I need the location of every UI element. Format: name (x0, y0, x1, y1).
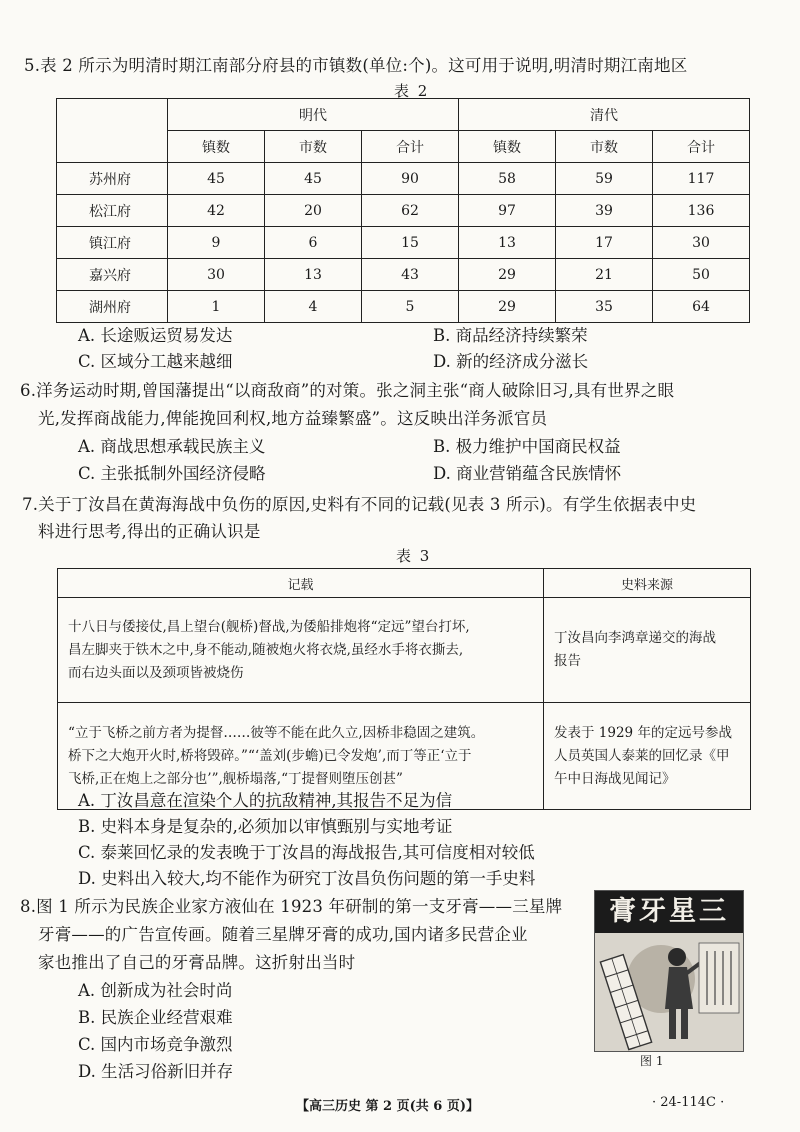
table-row (57, 195, 750, 227)
record-line: “立于飞桥之前方者为提督……彼等不能在此久立,因桥非稳固之建筑。 (68, 724, 485, 741)
q7-table-title: 表 3 (396, 547, 432, 565)
table-3 (57, 568, 751, 810)
q6-option-d[interactable]: D. 商业营销蕴含民族情怀 (433, 464, 622, 483)
table-cell: 43 (362, 259, 459, 291)
source-line: 发表于 1929 年的定远号参战 (554, 724, 732, 741)
toothpaste-ad-image (594, 890, 744, 1052)
table-cell: 42 (168, 195, 265, 227)
table-cell: 13 (265, 259, 362, 291)
table-cell: 9 (168, 227, 265, 259)
table-cell: 4 (265, 291, 362, 323)
table-cell: 97 (459, 195, 556, 227)
q6-stem-line1: 6.洋务运动时期,曾国藩提出“以商敌商”的对策。张之洞主张“商人破除旧习,具有世界之眼 (20, 381, 675, 400)
q8-option-b[interactable]: B. 民族企业经营艰难 (78, 1008, 233, 1027)
source-line: 报告 (554, 653, 581, 669)
record-line: 昌左脚夹于铁木之中,身不能动,随被炮火将衣烧,虽经水手将衣撕去, (68, 641, 464, 658)
table-cell: 50 (653, 259, 750, 291)
record-header: 记载 (58, 569, 544, 598)
table-cell: 20 (265, 195, 362, 227)
table-cell: 6 (265, 227, 362, 259)
table-cell: 45 (168, 163, 265, 195)
table-cell: 29 (459, 291, 556, 323)
ad-illustration (595, 891, 743, 1051)
qing-header: 清代 (459, 99, 750, 131)
q6-stem-line2: 光,发挥商战能力,俾能挽回利权,地方益臻繁盛”。这反映出洋务派官员 (38, 409, 548, 428)
source-cell (544, 703, 751, 810)
table-cell: 35 (556, 291, 653, 323)
table-cell: 5 (362, 291, 459, 323)
row-label: 松江府 (57, 195, 168, 227)
table-cell: 30 (168, 259, 265, 291)
q8-option-c[interactable]: C. 国内市场竞争激烈 (78, 1035, 233, 1054)
table-cell: 13 (459, 227, 556, 259)
q7-option-c[interactable]: C. 泰莱回忆录的发表晚于丁汝昌的海战报告,其可信度相对较低 (78, 843, 535, 862)
record-line: 十八日与倭接仗,昌上望台(舰桥)督战,为倭船排炮将“定远”望台打坏, (68, 618, 470, 635)
record-line: 桥下之大炮开火时,桥将毁碎。”“‘盖刘(步蟾)已令发炮’,而丁等正‘立于 (68, 747, 472, 764)
table-cell: 1 (168, 291, 265, 323)
table-cell: 58 (459, 163, 556, 195)
q6-option-c[interactable]: C. 主张抵制外国经济侵略 (78, 464, 266, 483)
table-cell: 29 (459, 259, 556, 291)
sub-header: 市数 (265, 131, 362, 163)
q8-option-a[interactable]: A. 创新成为社会时尚 (78, 981, 233, 1000)
record-line: 飞桥,正在炮上之部分也’”,舰桥塌落,“丁提督则堕压创甚” (68, 770, 403, 787)
source-line: 丁汝昌向李鸿章递交的海战 (554, 630, 716, 646)
row-label: 苏州府 (57, 163, 168, 195)
q8-stem-line1: 8.图 1 所示为民族企业家方液仙在 1923 年研制的第一支牙膏——三星牌 (20, 897, 563, 916)
table-row (57, 227, 750, 259)
sub-header: 市数 (556, 131, 653, 163)
q7-option-b[interactable]: B. 史料本身是复杂的,必须加以审慎甄别与实地考证 (78, 817, 453, 836)
table-row (57, 163, 750, 195)
q5-table-title: 表 2 (394, 82, 430, 100)
sub-header: 合计 (653, 131, 750, 163)
source-cell (544, 598, 751, 703)
source-line: 人员英国人泰莱的回忆录《甲 (554, 747, 730, 764)
ad-title: 膏牙星三 (595, 891, 743, 933)
table-2-corner (57, 99, 168, 163)
table-cell: 30 (653, 227, 750, 259)
q6-option-b[interactable]: B. 极力维护中国商民权益 (433, 437, 621, 456)
q5-option-b[interactable]: B. 商品经济持续繁荣 (433, 326, 588, 345)
table-cell: 64 (653, 291, 750, 323)
table-cell: 21 (556, 259, 653, 291)
row-label: 嘉兴府 (57, 259, 168, 291)
q5-option-d[interactable]: D. 新的经济成分滋长 (433, 352, 589, 371)
table-cell: 15 (362, 227, 459, 259)
q5-stem: 5.表 2 所示为明清时期江南部分府县的市镇数(单位:个)。这可用于说明,明清时期江南地区 (24, 56, 688, 75)
q7-option-d[interactable]: D. 史料出入较大,均不能作为研究丁汝昌负伤问题的第一手史料 (78, 869, 536, 888)
record-cell (58, 598, 544, 703)
sub-header: 合计 (362, 131, 459, 163)
table-cell: 39 (556, 195, 653, 227)
table-row (58, 598, 751, 703)
table-row (57, 291, 750, 323)
q8-stem-line3: 家也推出了自己的牙膏品牌。这折射出当时 (38, 953, 356, 972)
table-cell: 59 (556, 163, 653, 195)
table-cell: 62 (362, 195, 459, 227)
table-cell: 45 (265, 163, 362, 195)
q8-option-d[interactable]: D. 生活习俗新旧并存 (78, 1062, 234, 1081)
page-footer: 【高三历史 第 2 页(共 6 页)】 (296, 1099, 480, 1114)
q7-stem-line1: 7.关于丁汝昌在黄海海战中负伤的原因,史料有不同的记载(见表 3 所示)。有学生依据表中史 (22, 495, 697, 514)
source-header: 史料来源 (544, 569, 751, 598)
q5-option-a[interactable]: A. 长途贩运贸易发达 (78, 326, 233, 345)
table-cell: 117 (653, 163, 750, 195)
table-cell: 17 (556, 227, 653, 259)
row-label: 湖州府 (57, 291, 168, 323)
source-line: 午中日海战见闻记》 (554, 770, 676, 787)
record-line: 而右边头面以及颈项皆被烧伤 (68, 664, 244, 681)
table-cell: 90 (362, 163, 459, 195)
q8-stem-line2: 牙膏——的广告宣传画。随着三星牌牙膏的成功,国内诸多民营企业 (38, 925, 528, 944)
paper-code: · 24-114C · (652, 1095, 725, 1110)
table-2 (56, 98, 750, 323)
q5-option-c[interactable]: C. 区域分工越来越细 (78, 352, 233, 371)
sub-header: 镇数 (459, 131, 556, 163)
q7-option-a[interactable]: A. 丁汝昌意在渲染个人的抗敌精神,其报告不足为信 (78, 791, 453, 810)
row-label: 镇江府 (57, 227, 168, 259)
sub-header: 镇数 (168, 131, 265, 163)
table-row (57, 259, 750, 291)
ming-header: 明代 (168, 99, 459, 131)
q7-stem-line2: 料进行思考,得出的正确认识是 (38, 522, 261, 541)
table-cell: 136 (653, 195, 750, 227)
q6-option-a[interactable]: A. 商战思想承载民族主义 (78, 437, 266, 456)
figure-caption: 图 1 (640, 1054, 664, 1068)
